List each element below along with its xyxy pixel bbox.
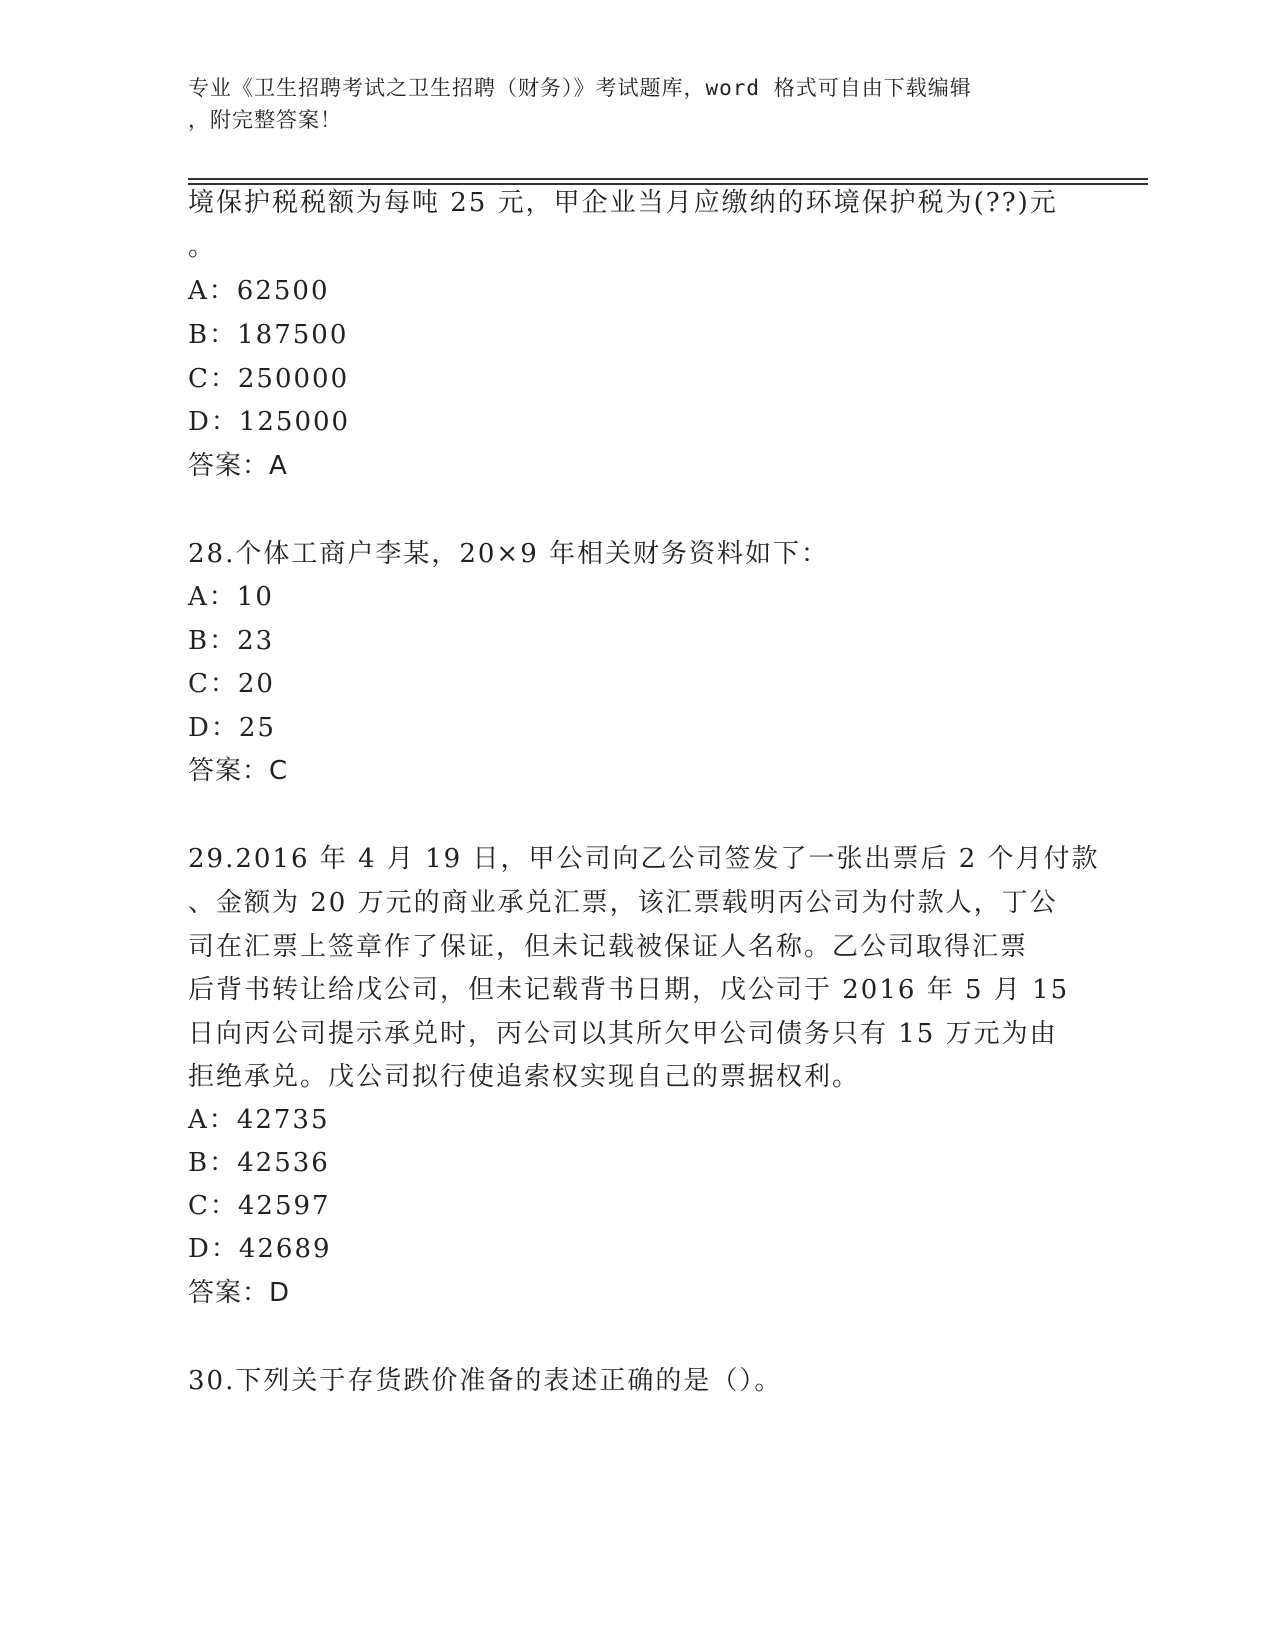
q29-text-line-1: 29.2016 年 4 月 19 日，甲公司向乙公司签发了一张出票后 2 个月付款 (188, 844, 1100, 874)
q28-answer: 答案：C (188, 756, 289, 786)
header-divider-top (188, 178, 1148, 180)
header-line-1: 专业《卫生招聘考试之卫生招聘（财务）》考试题库，word 格式可自由下载编辑 (188, 76, 972, 100)
q28-text-line-1: 28.个体工商户李某，20×9 年相关财务资料如下： (188, 539, 830, 569)
document-header (188, 72, 1088, 136)
q27-option-c: C：250000 (188, 364, 350, 394)
q30-text-line-1: 30.下列关于存货跌价准备的表述正确的是（）。 (188, 1366, 783, 1396)
q27-option-d: D：125000 (188, 407, 351, 437)
q29-option-a: A：42735 (188, 1105, 330, 1135)
q28-option-d: D：25 (188, 713, 276, 743)
q29-option-b: B：42536 (188, 1148, 330, 1178)
q28-option-a: A：10 (188, 582, 274, 612)
q27-answer: 答案：A (188, 451, 288, 481)
header-divider-bottom (188, 183, 1148, 185)
q27-text-line-2: 。 (188, 232, 217, 262)
header-line-2: ，附完整答案！ (188, 108, 342, 132)
q29-text-line-4: 后背书转让给戊公司，但未记载背书日期，戊公司于 2016 年 5 月 15 (188, 975, 1070, 1005)
q29-option-c: C：42597 (188, 1191, 331, 1221)
q29-text-line-3: 司在汇票上签章作了保证，但未记载被保证人名称。乙公司取得汇票 (188, 932, 1029, 962)
q29-option-d: D：42689 (188, 1234, 332, 1264)
q29-text-line-2: 、金额为 20 万元的商业承兑汇票，该汇票载明丙公司为付款人，丁公 (188, 888, 1058, 918)
q29-answer: 答案：D (188, 1278, 291, 1308)
q27-option-a: A：62500 (188, 276, 330, 306)
q28-option-b: B：23 (188, 626, 275, 656)
q27-option-b: B：187500 (188, 320, 349, 350)
q29-text-line-5: 日向丙公司提示承兑时，丙公司以其所欠甲公司债务只有 15 万元为由 (188, 1019, 1058, 1049)
q29-text-line-6: 拒绝承兑。戊公司拟行使追索权实现自己的票据权利。 (188, 1062, 861, 1092)
q27-text-line-1: 境保护税税额为每吨 25 元，甲企业当月应缴纳的环境保护税为(??)元 (188, 188, 1058, 218)
q28-option-c: C：20 (188, 669, 275, 699)
